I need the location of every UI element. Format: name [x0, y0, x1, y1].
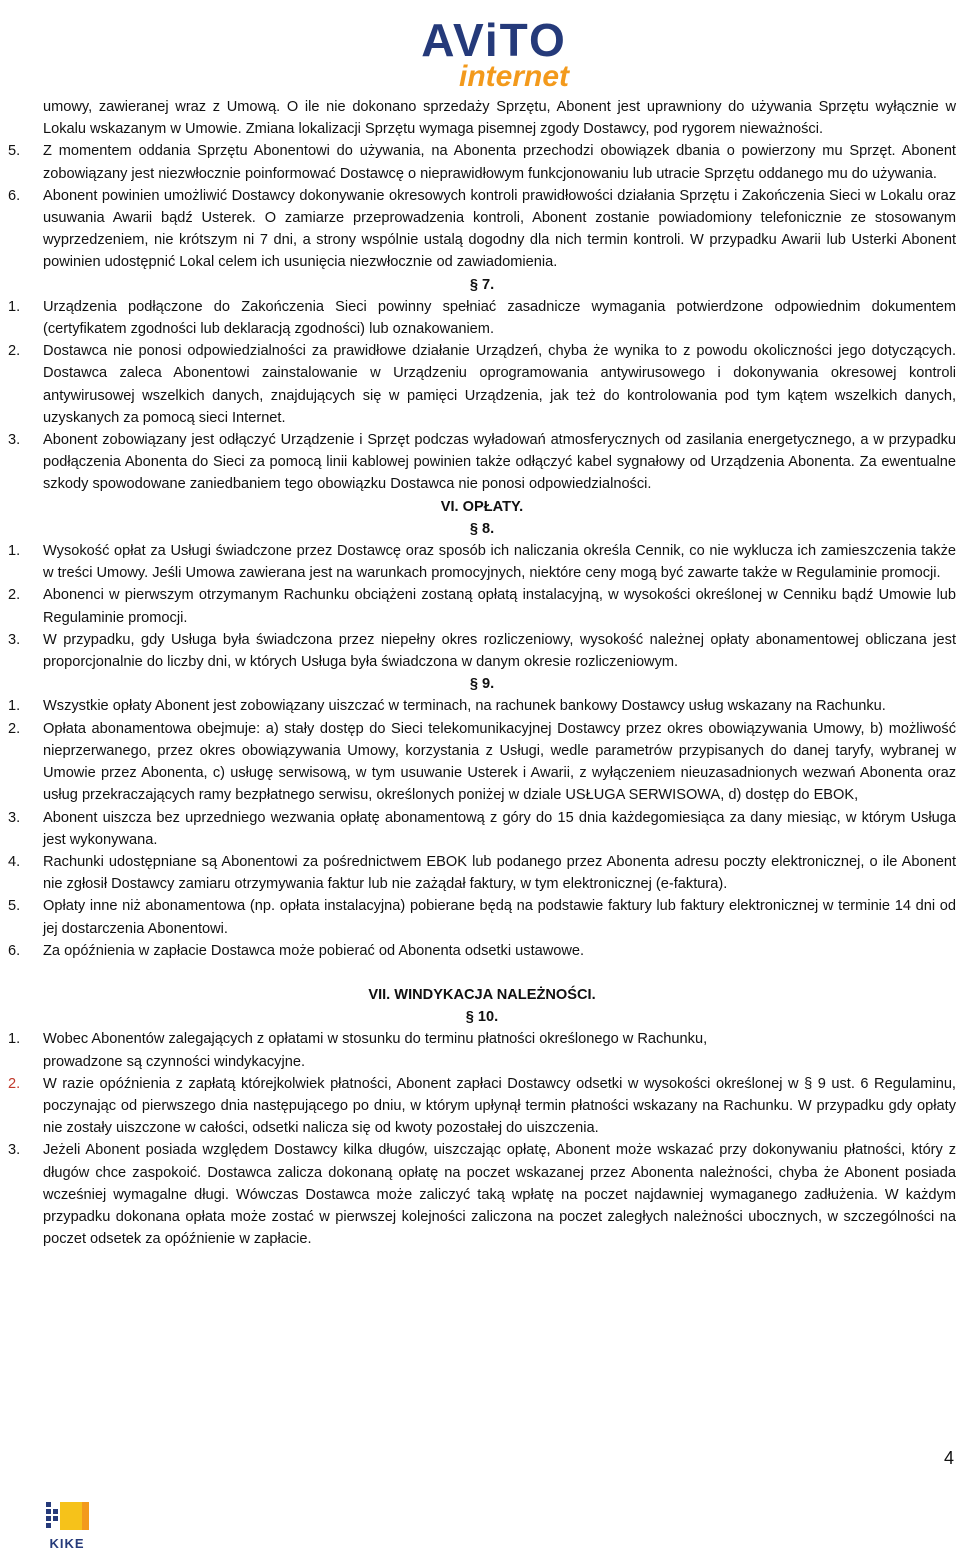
- kike-logo-graphic: [40, 1500, 100, 1552]
- item-text: Z momentem oddania Sprzętu Abonentowi do używania, na Abonenta przechodzi obowiązek dbania o powierzony mu Sprzęt. Abonent zobowiązany jest niezwłocznie poinformować Dostawcę o nieprawidłowym funkcjonowaniu lub utracie Sprzętu oddanego mu do używania.: [43, 143, 956, 182]
- item-text: Rachunki udostępniane są Abonentowi za pośrednictwem EBOK lub podanego przez Abonenta adresu poczty elektronicznej, o ile Abonent nie zgłosił Dostawcy zamiaru otrzymywania faktur lub nie zażądał faktury, w tym elektronicznej (e-faktura).: [43, 853, 956, 893]
- logo-brand-bottom: internet: [458, 60, 570, 93]
- list-item: [8, 695, 956, 717]
- item-text: [43, 1028, 956, 1072]
- section-title-windykacja: VII. WINDYKACJA NALEŻNOŚCI.: [368, 986, 596, 1003]
- item-number: 5.: [8, 143, 21, 160]
- item-text: Abonent powinien umożliwić Dostawcy dokonywanie okresowych kontroli prawidłowości działania Sprzętu i Zakończenia Sieci w Lokalu oraz usuwania Awarii bądź Usterek. O zamiarze przeprowadzenia kontroli, Abonent zostanie powiadomiony telefonicznie ze stosowanym wyprzedzeniem, nie krótszym ni 7 dni, a strony wspólnie ustalą dogodny dla nich termin kontroli. W przypadku Awarii lub Usterki Abonent powinien udostępnić Lokal celem ich usunięcia niezwłocznie od zawiadomienia.: [43, 187, 956, 271]
- item-text: Opłaty inne niż abonamentowa (np. opłata instalacyjna) pobierane będą na podstawie faktury lub faktury elektronicznej w terminie 14 dni od jej dostarczenia Abonentowi.: [43, 898, 956, 937]
- item-text-line: Wobec Abonentów zalegających z opłatami w stosunku do terminu płatności określonego w Rachunku,: [43, 1031, 708, 1048]
- spacer: [8, 962, 956, 984]
- item-text: W przypadku, gdy Usługa była świadczona przez niepełny okres rozliczeniowy, wysokość należnej opłaty abonamentowej obliczana jest proporcjonalnie do liczby dni, w których Usługa była świadczona w danym okresie rozliczeniowym.: [43, 631, 956, 671]
- paragraph-heading-7: § 7.: [469, 276, 495, 293]
- list-item: [8, 807, 956, 851]
- kike-logo: [40, 1500, 100, 1552]
- list-item: [8, 1073, 956, 1140]
- list-item: [8, 296, 956, 340]
- item-number: 6.: [8, 187, 21, 204]
- item-text: Jeżeli Abonent posiada względem Dostawcy kilka długów, uiszczając opłatę, Abonent może wskazać przy dokonywaniu płatności, który z długów chce zaspokoić. Dostawca zalicza dokonaną opłatę na poczet wskazanej przez Abonenta należności, chyba że Abonent posiada wcześniej wymagalne długi. Wówczas Dostawca może zaliczyć taką wpłatę na poczet najdawniej wymaganego zadłużenia. W każdym przypadku dokonana opłata może zostać w pierwszej kolejności zaliczona na poczet zaległych należności ubocznych, w szczególności na poczet odsetek za opóźnienie w zapłacie.: [43, 1142, 956, 1248]
- avito-logo-graphic: [388, 14, 600, 94]
- item-number: 6.: [8, 942, 21, 959]
- list-item: [8, 140, 956, 184]
- list-item: [8, 895, 956, 939]
- item-number: 1.: [8, 298, 21, 315]
- item-number: 3.: [8, 631, 21, 648]
- avito-internet-logo: [388, 14, 600, 94]
- list-item: [8, 340, 956, 429]
- item-number: 5.: [8, 898, 21, 915]
- kike-label: KIKE: [49, 1536, 85, 1551]
- item-text: Za opóźnienia w zapłacie Dostawca może pobierać od Abonenta odsetki ustawowe.: [43, 942, 585, 959]
- item-text: Abonenci w pierwszym otrzymanym Rachunku obciążeni zostaną opłatą instalacyjną, w wysokości określonej w Cenniku bądź Umowie lub Regulaminie promocji.: [43, 587, 956, 626]
- item-text: Wszystkie opłaty Abonent jest zobowiązany uiszczać w terminach, na rachunek bankowy Dostawcy usług wskazany na Rachunku.: [43, 698, 886, 715]
- item-number: 1.: [8, 1031, 21, 1048]
- logo-brand-top: AViTO: [421, 14, 567, 66]
- item-number-red: 2.: [8, 1075, 21, 1092]
- item-number: 3.: [8, 432, 21, 449]
- item-number: 2.: [8, 343, 21, 360]
- item-text: Opłata abonamentowa obejmuje: a) stały dostęp do Sieci telekomunikacyjnej Dostawcy przez okres obowiązywania Umowy, b) możliwość nieprzerwanego, przez okres obowiązywania Umowy, korzystania z Usługi, wedle parametrów przypisanych do danej taryfy, wybranej w Umowie przez Abonenta, c) usługę serwisową, w tym usuwanie Usterek i Awarii, z wyłączeniem nieuzasadnionych wezwań Abonenta oraz usług przekraczających ramy bezpłatnego serwisu, określonych poniżej w dziale USŁUGA SERWISOWA, d) dostęp do EBOK,: [43, 720, 956, 804]
- document-body: [8, 96, 956, 1250]
- item-text: W razie opóźnienia z zapłatą którejkolwiek płatności, Abonent zapłaci Dostawcy odsetki w wysokości określonej w § 9 ust. 6 Regulaminu, poczynając od pierwszego dnia następującego po dniu, w którym upłynął termin płatności wskazany na Rachunku. W przypadku gdy opłaty nie zostały uiszczone w całości, odsetki nalicza się od kwoty pozostałej do uiszczenia.: [43, 1075, 956, 1137]
- section-title-oplaty: VI. OPŁATY.: [440, 498, 524, 515]
- item-text: Abonent uiszcza bez uprzedniego wezwania opłatę abonamentową z góry do 15 dnia każdegomiesiąca za dany miesiąc, w którym Usługa jest wykonywana.: [43, 809, 956, 848]
- list-item: [8, 540, 956, 584]
- list-item: [8, 940, 956, 962]
- item-number: 1.: [8, 698, 21, 715]
- item-text: Abonent zobowiązany jest odłączyć Urządzenie i Sprzęt podczas wyładowań atmosferycznych od zasilania energetycznego, a w przypadku podłączenia Abonenta do Sieci za pomocą linii kablowej powinien także odłączyć kabel sygnałowy od Urządzenia Abonenta. Za ewentualne szkody spowodowane zaniedbaniem tego obowiązku Dostawca nie ponosi odpowiedzialności.: [43, 432, 956, 493]
- list-item: [8, 584, 956, 628]
- list-item: [8, 629, 956, 673]
- item-number: 4.: [8, 853, 21, 870]
- list-item: [8, 1139, 956, 1250]
- item-text: Dostawca nie ponosi odpowiedzialności za prawidłowe działanie Urządzeń, chyba że wynika to z powodu okoliczności jego dotyczących. Dostawca zaleca Abonentowi zainstalowanie w Urządzeniu oprogramowania antywirusowego i dokonywania okresowej kontroli antywirusowej wszelkich danych, znajdujących się w pamięci Urządzenia, jak też do kontrolowania pod tym kątem wszelkich danych, uzyskanych za pomocą sieci Internet.: [43, 343, 956, 426]
- list-item: [8, 429, 956, 496]
- list-item: [8, 718, 956, 807]
- intro-paragraph: umowy, zawieranej wraz z Umową. O ile nie dokonano sprzedaży Sprzętu, Abonent jest uprawniony do używania Sprzętu wyłącznie w Lokalu wskazanym w Umowie. Zmiana lokalizacji Sprzętu wymaga pisemnej zgody Dostawcy, pod rygorem nieważności.: [43, 99, 956, 138]
- item-number: 3.: [8, 809, 21, 826]
- paragraph-heading-9: § 9.: [469, 676, 495, 693]
- paragraph-heading-8: § 8.: [469, 520, 495, 537]
- page-number: 4: [944, 1448, 955, 1468]
- item-number: 2.: [8, 720, 21, 737]
- item-number: 3.: [8, 1142, 21, 1159]
- item-number: 1.: [8, 543, 21, 560]
- item-text: Urządzenia podłączone do Zakończenia Sieci powinny spełniać zasadnicze wymagania potwierdzone odpowiednim dokumentem (certyfikatem zgodności lub deklaracją zgodności) lub oznakowaniem.: [43, 298, 956, 338]
- list-item: [8, 851, 956, 895]
- paragraph-heading-10: § 10.: [465, 1009, 499, 1026]
- list-item: [8, 185, 956, 274]
- item-text: Wysokość opłat za Usługi świadczone przez Dostawcę oraz sposób ich naliczania określa Cennik, co nie wyklucza ich zamieszczenia także w treści Umowy. Jeśli Umowa zawierana jest na warunkach promocyjnych, niektóre ceny mogą być zawarte także w Regulaminie promocji.: [43, 543, 956, 582]
- item-number: 2.: [8, 587, 21, 604]
- list-item: [8, 1028, 956, 1072]
- item-text-line: prowadzone są czynności windykacyjne.: [43, 1053, 306, 1070]
